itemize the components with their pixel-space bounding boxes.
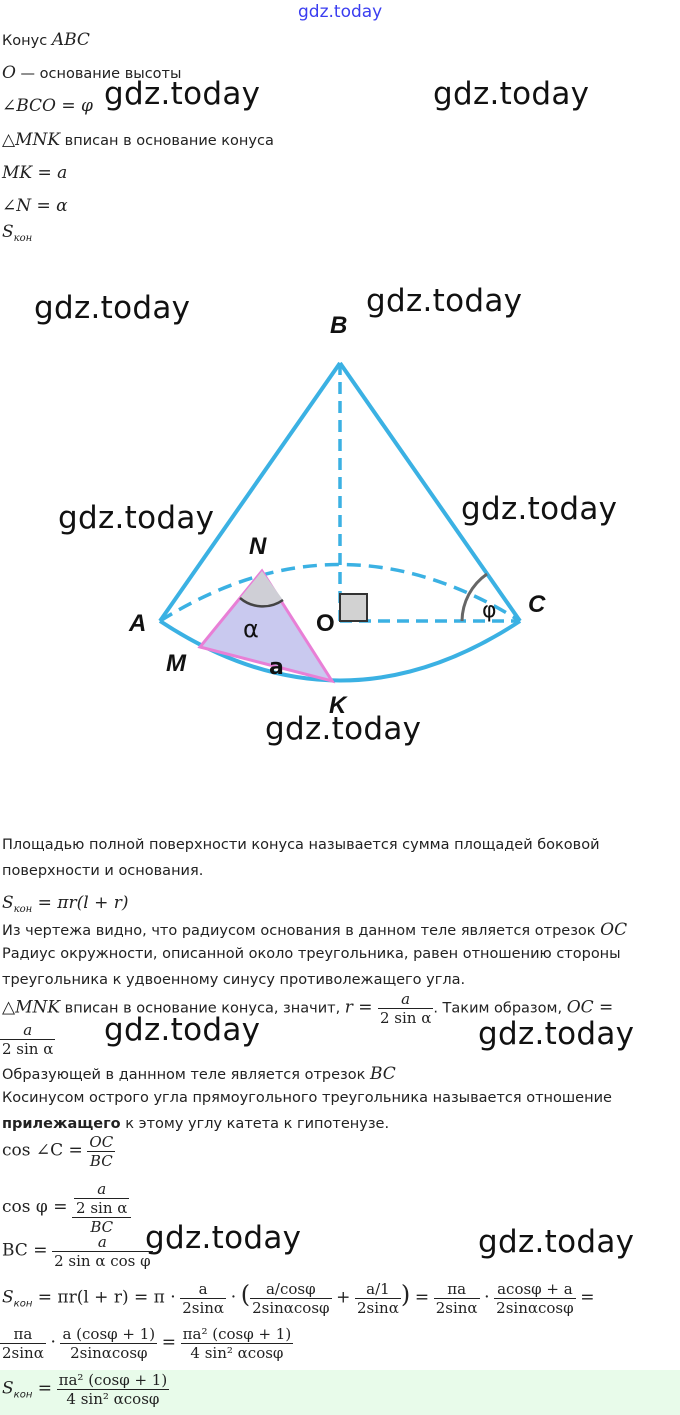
given-line-angle: ∠BCO = φ <box>2 96 93 116</box>
text: вписан в основание конуса, значит, <box>60 1000 345 1017</box>
math: = <box>580 1287 595 1308</box>
numerator: πa <box>434 1280 480 1299</box>
s-subscript: кон <box>13 233 33 244</box>
s-symbol: S <box>2 222 14 242</box>
watermark: gdz.today <box>104 76 261 112</box>
fraction <box>52 1233 153 1270</box>
label-b: B <box>330 312 348 339</box>
numerator: πa² (cosφ + 1) <box>58 1371 168 1389</box>
bold-text: прилежащего <box>2 1116 121 1132</box>
watermark: gdz.today <box>478 1224 635 1260</box>
label-alpha: α <box>243 615 259 643</box>
fraction-r <box>378 990 433 1027</box>
numerator: πa² (cosφ + 1) <box>182 1325 292 1343</box>
denominator: 4 sin² αcosφ <box>66 1390 160 1408</box>
denominator: 4 sin² αcosφ <box>190 1344 284 1362</box>
numerator: a/1 <box>355 1280 401 1299</box>
lhs: cos ∠C = <box>2 1140 83 1161</box>
watermark: gdz.today <box>58 500 215 536</box>
given-line-triangle <box>2 130 274 150</box>
denominator: 2sinα <box>182 1299 225 1317</box>
text: к этому углу катета к гипотенузе. <box>120 1116 390 1132</box>
para-r-formula <box>2 990 613 1027</box>
math: = πr(l + r) = π · <box>32 1287 176 1308</box>
math: r = <box>344 997 378 1018</box>
formula-answer <box>2 1371 169 1408</box>
fraction <box>0 1325 46 1362</box>
fraction-oc <box>0 1021 55 1058</box>
denominator: 2sinαcosφ <box>70 1344 148 1362</box>
math: △MNK <box>2 997 61 1018</box>
given-math: △MNK <box>2 130 61 150</box>
denominator: BC <box>89 1152 113 1170</box>
label-n: N <box>249 533 267 560</box>
numerator: πa <box>0 1325 46 1344</box>
given-math: O <box>2 63 16 83</box>
numerator: a <box>52 1233 153 1252</box>
s-symbol: S <box>2 893 14 913</box>
numerator: OC <box>89 1133 114 1151</box>
s-subscript: кон <box>13 1298 33 1310</box>
formula-cos-c <box>2 1133 115 1170</box>
formula-big-row2: $\frac{\pi a}{2\sin\alpha}$ · $\frac{a (\cos\varphi + 1)}{2\sin\alpha\cos\varphi}$ = $\frac{\text{πa² (cosφ + 1)}}{\text{4 sin² αcosφ}}$ <box>2 1325 292 1362</box>
watermark: gdz.today <box>265 711 422 747</box>
denominator: 2sinα <box>2 1344 44 1362</box>
math: = <box>32 1378 53 1399</box>
fraction <box>494 1280 575 1317</box>
s-symbol: S <box>2 1378 14 1399</box>
given-math: ABC <box>51 30 90 50</box>
right-angle-marker <box>340 594 367 621</box>
fraction <box>434 1280 480 1317</box>
given-text: вписан в основание конуса <box>60 133 274 149</box>
s-subscript: кон <box>13 904 33 915</box>
math: BC <box>369 1064 396 1084</box>
numerator: a (cosφ + 1) <box>62 1325 156 1343</box>
denominator: 2 sin α <box>2 1040 54 1058</box>
para-radius <box>2 920 627 940</box>
numerator: a <box>180 1280 226 1299</box>
fraction <box>57 1371 170 1408</box>
numerator: a/cosφ <box>250 1280 331 1299</box>
formula-cos-phi <box>2 1180 131 1236</box>
math: OC <box>600 920 628 940</box>
watermark: gdz.today <box>478 1016 635 1052</box>
given-line-n: ∠N = α <box>2 196 68 216</box>
para-cosine-2 <box>2 1116 389 1132</box>
math: · <box>230 1287 237 1308</box>
math: + <box>336 1287 351 1308</box>
denominator: BC <box>90 1218 114 1236</box>
para-definition-1: Площадью полной поверхности конуса называется сумма площадей боковой <box>2 837 600 853</box>
fraction <box>72 1180 131 1236</box>
math: · <box>484 1287 490 1308</box>
fraction <box>60 1325 157 1362</box>
formula-rhs: = πr(l + r) <box>32 893 129 913</box>
para-cosine-1: Косинусом острого угла прямоугольного треугольника называется отношение <box>2 1090 612 1106</box>
watermark: gdz.today <box>104 1012 261 1048</box>
denominator: 2 sin α cos φ <box>54 1252 151 1270</box>
para-generatrix <box>2 1064 396 1084</box>
inner-fraction <box>74 1180 129 1217</box>
para-circumradius-2: треугольника к удвоенному синусу противолежащего угла. <box>2 972 466 988</box>
label-o: O <box>316 610 335 637</box>
watermark: gdz.today <box>145 1220 302 1256</box>
s-subscript: кон <box>13 1389 33 1401</box>
label-m: M <box>166 650 186 677</box>
formula-surface-area <box>2 893 128 915</box>
math: OC = <box>566 997 614 1018</box>
label-k: K <box>329 692 347 719</box>
s-symbol: S <box>2 1287 14 1308</box>
fraction <box>181 1325 294 1362</box>
fraction <box>87 1133 115 1170</box>
text: Из чертежа видно, что радиусом основания в данном теле является отрезок <box>2 923 601 939</box>
watermark: gdz.today <box>461 491 618 527</box>
numerator: acosφ + a <box>494 1280 575 1299</box>
given-line-s <box>2 222 32 244</box>
given-text: Конус <box>2 33 52 49</box>
denominator: 2sinαcosφ <box>496 1299 574 1317</box>
given-line-cone <box>2 30 90 50</box>
text: . Таким образом, <box>433 1000 567 1017</box>
label-phi: φ <box>482 598 497 623</box>
given-text: — основание высоты <box>15 66 182 82</box>
denominator: 2sinα <box>435 1299 478 1317</box>
edge-ab <box>160 363 340 621</box>
label-a: A <box>129 610 147 637</box>
header-watermark: gdz.today <box>298 2 383 22</box>
numerator: a <box>74 1180 129 1199</box>
formula-bc <box>2 1233 153 1270</box>
label-side-a: a <box>269 655 284 680</box>
numerator: a <box>378 990 433 1009</box>
text: Образующей в даннном теле является отрезок <box>2 1067 370 1083</box>
para-circumradius-1: Радиус окружности, описанной около треугольника, равен отношению стороны <box>2 946 621 962</box>
watermark: gdz.today <box>34 290 191 326</box>
denominator: 2 sin α <box>76 1199 128 1217</box>
fraction <box>250 1280 331 1317</box>
denominator: 2sinα <box>357 1299 399 1317</box>
denominator: 2 sin α <box>379 1009 432 1027</box>
lhs: cos φ = <box>2 1197 68 1217</box>
watermark: gdz.today <box>433 76 590 112</box>
label-c: C <box>528 591 546 618</box>
watermark: gdz.today <box>366 283 523 319</box>
given-line-mk: MK = a <box>2 163 68 183</box>
formula-big-row1: $S_{кон} = \pi r(l + r) = \pi$ · $\frac{a}{2\sin\alpha}$ · ( $\frac{a/\cos\varphi}{2\sin\alpha\cos\varphi}$ + $\frac{a/1}{2\sin\alpha}$ ) = $\frac{\pi a}{2\sin\alpha}$ · $\frac{acos\varphi + a}{2\sin\alpha\cos\varphi}$ = <box>2 1280 595 1317</box>
fraction <box>0 1021 55 1058</box>
para-definition-2: поверхности и основания. <box>2 863 204 879</box>
fraction <box>180 1280 226 1317</box>
fraction <box>355 1280 401 1317</box>
numerator: a <box>0 1021 55 1040</box>
lhs: BC = <box>2 1240 48 1261</box>
math: = <box>414 1287 430 1308</box>
denominator: 2sinαcosφ <box>252 1299 330 1317</box>
